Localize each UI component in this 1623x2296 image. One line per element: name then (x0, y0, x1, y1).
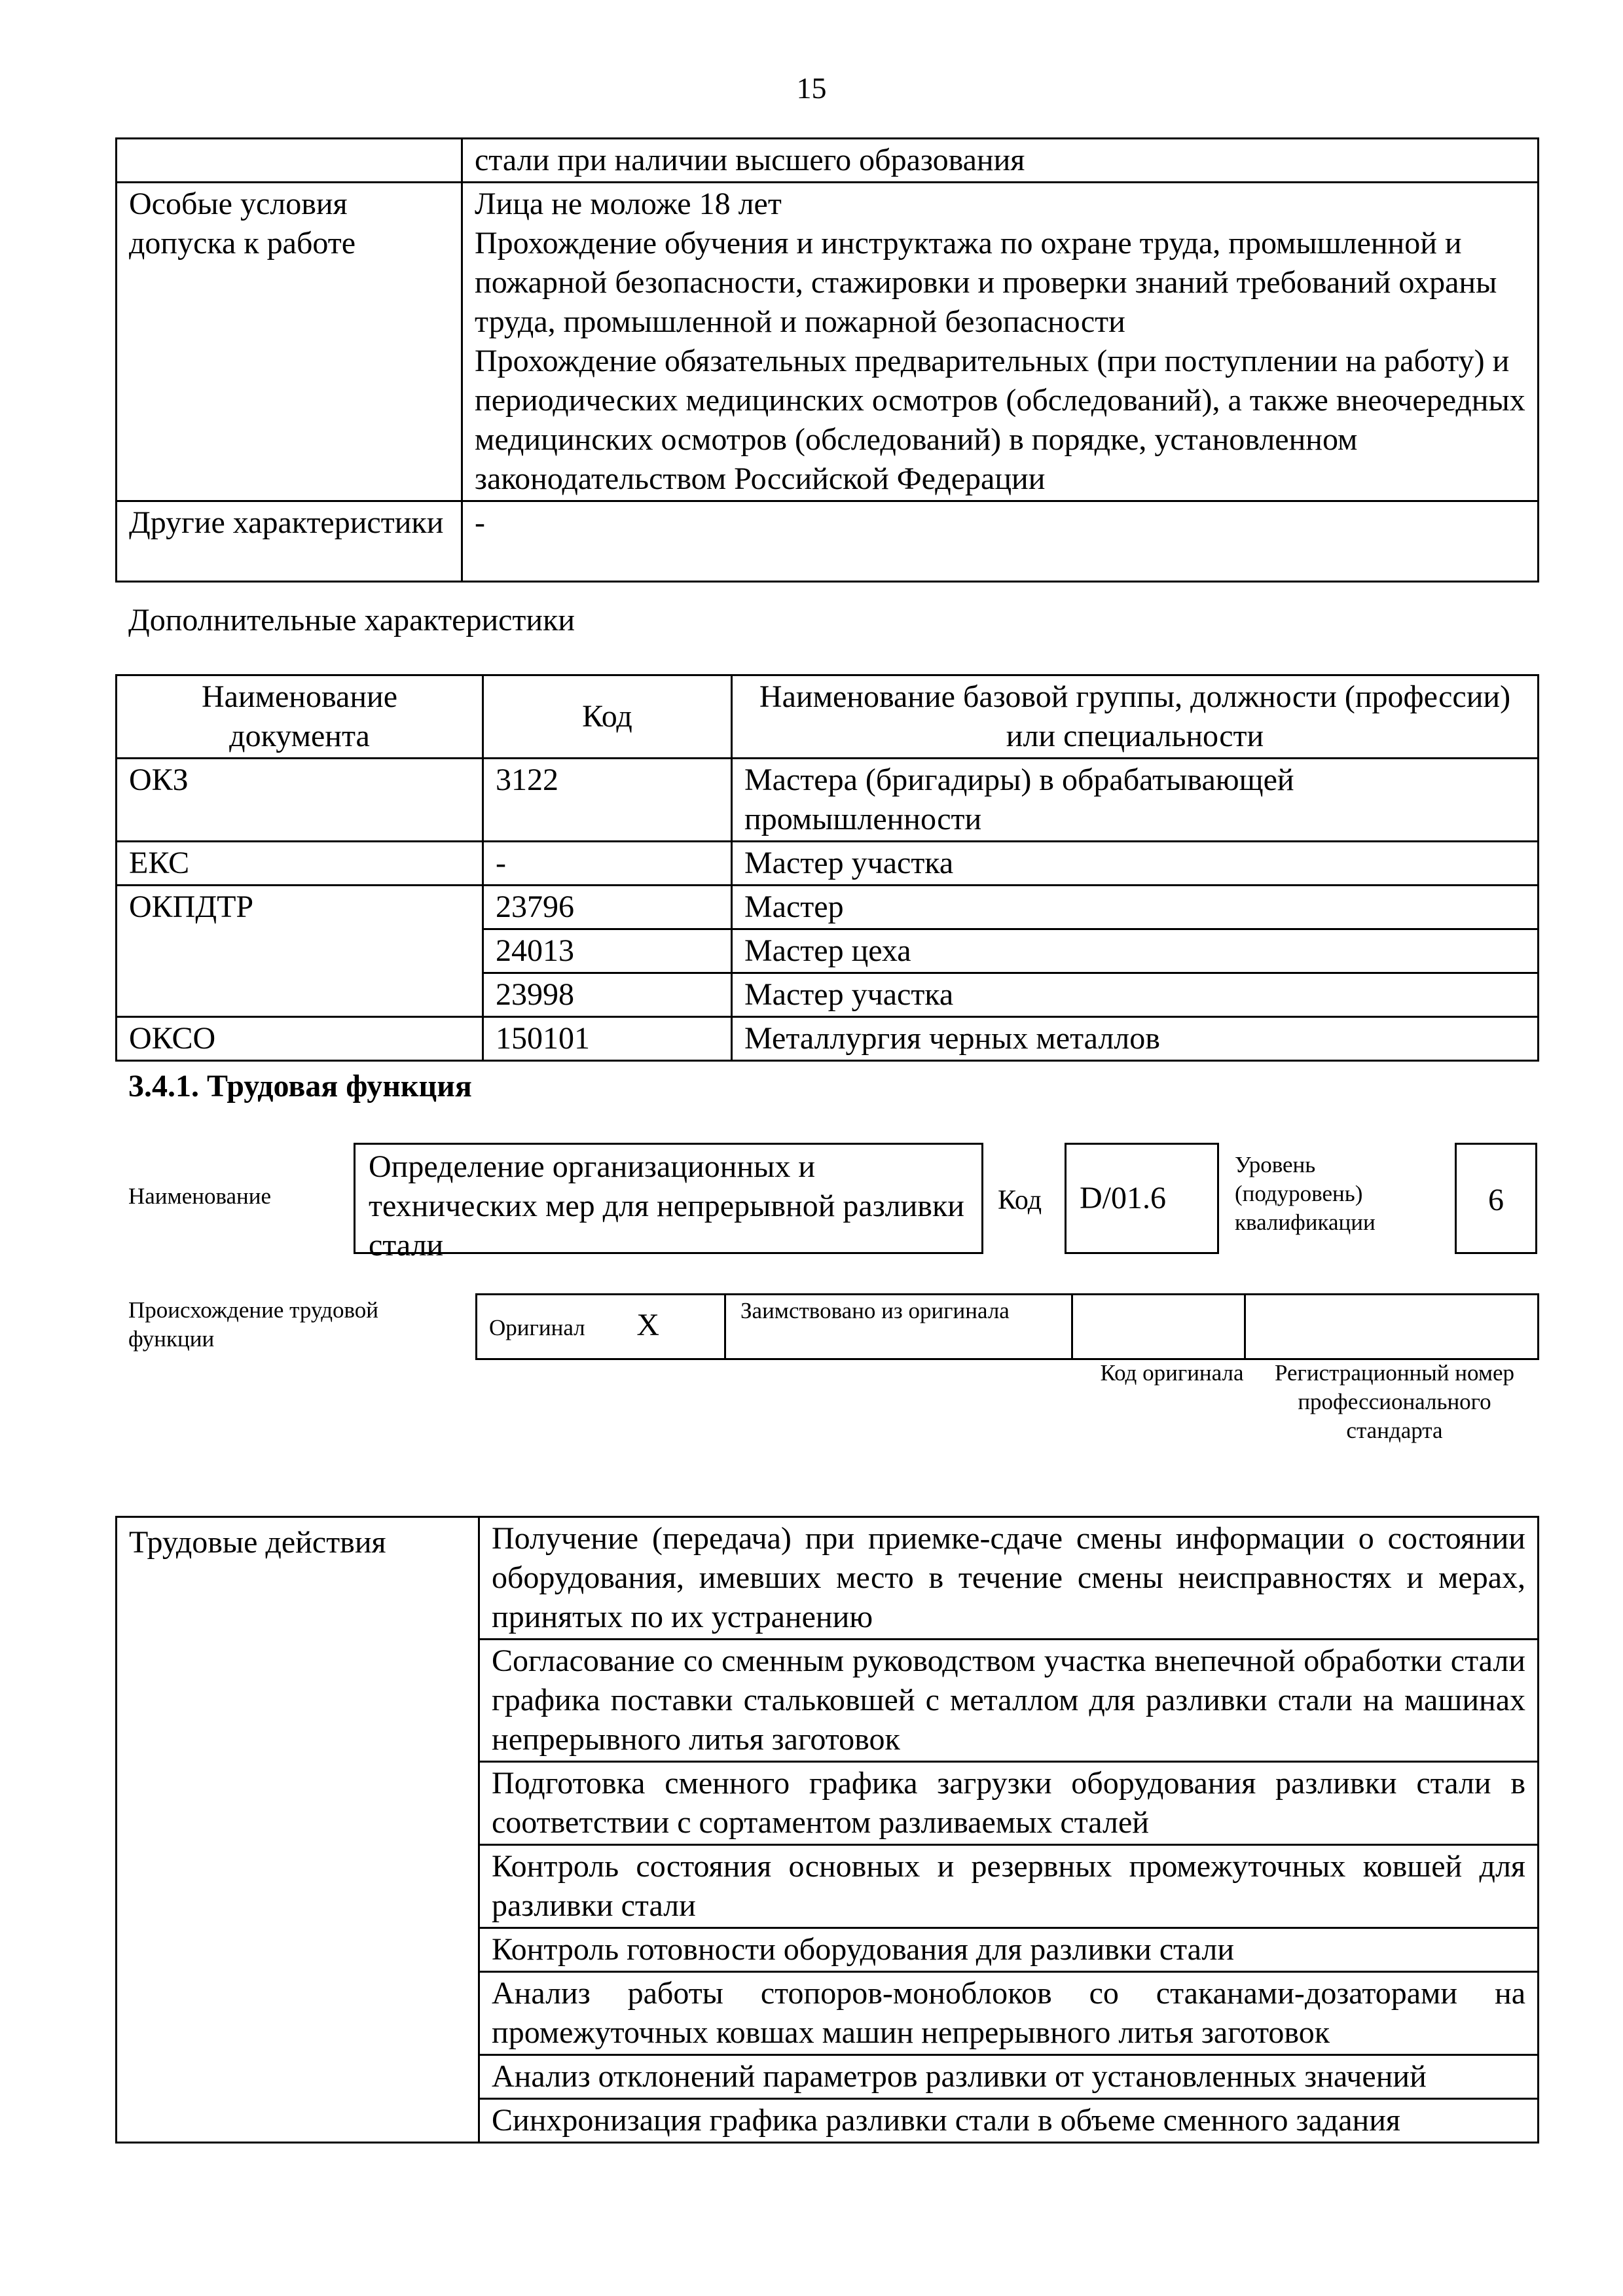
function-name-label: Наименование (128, 1183, 272, 1209)
origin-label: Происхождение трудовой функции (128, 1297, 379, 1352)
original-code-cell (1072, 1295, 1245, 1359)
doc-cell: ЕКС (117, 842, 483, 886)
doc-cell: ОКЗ (117, 759, 483, 842)
table-row (117, 1017, 1539, 1061)
function-code-label: Код (998, 1185, 1042, 1215)
table-row (117, 1517, 1539, 1640)
labor-action-item: Анализ отклонений параметров разливки от установленных значений (479, 2055, 1539, 2099)
section-heading: 3.4.1. Трудовая функция (128, 1069, 472, 1103)
table-cell: стали при наличии высшего образования (462, 139, 1539, 183)
origin-table (475, 1293, 1539, 1360)
name-cell: Металлургия черных металлов (732, 1017, 1539, 1061)
labor-action-item: Согласование со сменным руководством участка внепечной обработки стали графика поставки стальковшей с металлом для разливки стали на машинах непрерывного литья заготовок (479, 1640, 1539, 1762)
condition-line: Прохождение обучения и инструктажа по охране труда, промышленной и пожарной безопасности, стажировки и проверки знаний требований охраны труда, промышленной и пожарной безопасности (475, 226, 1497, 339)
labor-action-item: Подготовка сменного графика загрузки оборудования разливки стали в соответствии с сортаментом разливаемых сталей (479, 1762, 1539, 1845)
qualification-level-box: 6 (1455, 1143, 1537, 1254)
labor-action-item: Контроль состояния основных и резервных промежуточных ковшей для разливки стали (479, 1845, 1539, 1928)
additional-characteristics-heading: Дополнительные характеристики (128, 603, 575, 637)
table-row (117, 501, 1539, 582)
borrowed-label: Заимствовано из оригинала (725, 1295, 1072, 1359)
table-row (117, 886, 1539, 929)
labor-action-item: Синхронизация графика разливки стали в объеме сменного задания (479, 2099, 1539, 2143)
code-cell: 150101 (483, 1017, 732, 1061)
name-cell: Мастер (732, 886, 1539, 929)
doc-cell: ОКПДТР (117, 886, 483, 1017)
characteristics-table (115, 137, 1539, 583)
registration-number-cell (1245, 1295, 1539, 1359)
column-header: Наименование базовой группы, должности (профессии) или специальности (732, 675, 1539, 759)
original-code-caption: Код оригинала (1100, 1360, 1244, 1386)
page-number: 15 (796, 71, 827, 105)
code-cell: 23796 (483, 886, 732, 929)
original-mark: X (636, 1308, 660, 1342)
labor-action-item: Получение (передача) при приемке-сдаче смены информации о состоянии оборудования, имевших место в течение смены неисправностях и мерах, принятых по их устранению (479, 1517, 1539, 1640)
other-characteristics-label: Другие характеристики (117, 501, 462, 582)
labor-action-item: Контроль готовности оборудования для разливки стали (479, 1928, 1539, 1972)
labor-actions-label: Трудовые действия (117, 1517, 479, 2143)
function-code-box: D/01.6 (1065, 1143, 1219, 1254)
table-row (117, 139, 1539, 183)
qualification-level-label: Уровень (подуровень) квалификации (1235, 1152, 1376, 1235)
table-header-row (117, 675, 1539, 759)
original-cell (477, 1295, 725, 1359)
special-conditions-label: Особые условия допуска к работе (117, 183, 462, 501)
code-cell: 23998 (483, 973, 732, 1017)
table-row (117, 842, 1539, 886)
table-row (117, 183, 1539, 501)
code-cell: 3122 (483, 759, 732, 842)
original-label: Оригинал (489, 1315, 585, 1340)
table-row (477, 1295, 1539, 1359)
column-header: Наименование документа (117, 675, 483, 759)
table-row (117, 759, 1539, 842)
other-characteristics-value: - (462, 501, 1539, 582)
name-cell: Мастер участка (732, 973, 1539, 1017)
condition-line: Прохождение обязательных предварительных (при поступлении на работу) и периодических медицинских осмотров (обследований), а также внеочередных медицинских осмотров (обследований) в порядке, установленном законодательством Российской Федерации (475, 344, 1525, 496)
registration-number-caption: Регистрационный номер профессионального стандарта (1274, 1360, 1515, 1443)
function-name-box: Определение организационных и технических мер для непрерывной разливки стали (354, 1143, 983, 1254)
code-cell: - (483, 842, 732, 886)
labor-action-item: Анализ работы стопоров-моноблоков со стаканами-дозаторами на промежуточных ковшах машин непрерывного литья заготовок (479, 1972, 1539, 2055)
special-conditions-value (462, 183, 1539, 501)
table-cell (117, 139, 462, 183)
code-cell: 24013 (483, 929, 732, 973)
name-cell: Мастера (бригадиры) в обрабатывающей промышленности (732, 759, 1539, 842)
condition-line: Лица не моложе 18 лет (475, 187, 782, 221)
name-cell: Мастер участка (732, 842, 1539, 886)
column-header: Код (483, 675, 732, 759)
additional-characteristics-table (115, 674, 1539, 1062)
labor-actions-table (115, 1516, 1539, 2144)
name-cell: Мастер цеха (732, 929, 1539, 973)
doc-cell: ОКСО (117, 1017, 483, 1061)
